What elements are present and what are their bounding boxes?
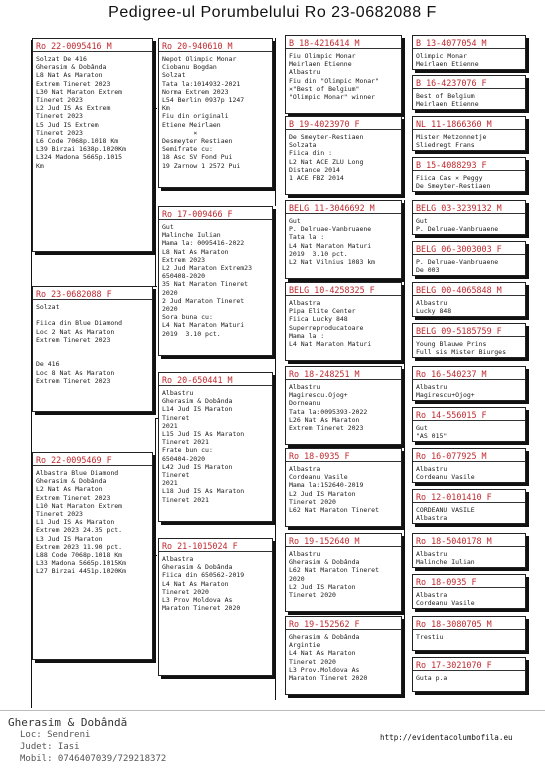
great-grandparent-card-11[interactable]	[412, 448, 526, 483]
ancestor-details: Albastra Pipa Elite Center Fiica Lucky 848 Superreproducatoare Mama la : L4 Nat Maraton Maturi	[289, 299, 372, 349]
subject-card[interactable]	[32, 286, 153, 412]
connector-line	[275, 232, 276, 392]
great-grandparent-card-16[interactable]	[412, 657, 526, 692]
great-grandparent-card-2[interactable]	[412, 75, 526, 110]
great-grandparent-card-3[interactable]	[412, 116, 526, 151]
ancestor-ring-number: BELG 11-3046692 M	[286, 201, 401, 214]
paternal-grandfather-details: Nepot Olimpic Monar Ciobanu Bogdan Solzat Tata la:1014932-2021 Norma Extrem 2023 L54 Berlin 0937p 1247 Km Fiu din originali Etiene Meirlaen × Desmeyter Restiaen Semifrate cu: 18 Asc SV Fond Pui 19 Zarnow 1 2572 Pui	[162, 55, 245, 170]
connector-line	[275, 388, 276, 548]
great-grandparent-details: Guta p.a	[416, 674, 448, 682]
paternal-grandfather-ring-number: Ro 20-940610 M	[159, 39, 272, 52]
paternal-grandmother-card[interactable]	[158, 206, 273, 356]
connector-line	[275, 38, 276, 206]
ancestor-ring-number: B 19-4023970 F	[286, 117, 401, 130]
maternal-grandfather-card[interactable]	[158, 372, 273, 522]
ancestor-card-mfm[interactable]	[285, 448, 402, 527]
ancestor-details: De Smeyter-Restiaen Solzata Fiica din : L2 Nat ACE ZLU Long Distance 2014 1 ACE FBZ 2014	[289, 133, 364, 183]
great-grandparent-details: Mister Metzonnetje Sliedregt Frans	[416, 133, 487, 150]
footer-divider	[0, 710, 545, 711]
great-grandparent-ring-number: Ro 14-556015 F	[413, 408, 525, 421]
great-grandparent-ring-number: Ro 16-077925 M	[413, 449, 525, 462]
maternal-grandmother-ring-number: Ro 21-1015024 F	[159, 539, 272, 552]
ancestor-details: Albastru Gherasim & Dobânda L62 Nat Maraton Tineret 2020 L2 Jud IS Maraton Tineret 2020	[289, 550, 380, 600]
great-grandparent-card-13[interactable]	[412, 533, 526, 568]
ancestor-details: Fiu Olimpic Monar Meirlaen Etienne Albastru Fiu din "Olimpic Monar" ×"Best of Belgium" "Olimpic Monar" winner	[289, 52, 380, 102]
great-grandparent-ring-number: Ro 12-0101410 F	[413, 490, 525, 503]
ancestor-ring-number: B 18-4216414 M	[286, 36, 401, 49]
ancestor-card-mff[interactable]	[285, 366, 402, 445]
website-link[interactable]: http://evidentacolumbofila.eu	[380, 733, 513, 742]
connector-line	[155, 108, 156, 286]
great-grandparent-card-8[interactable]	[412, 323, 526, 358]
great-grandparent-card-4[interactable]	[412, 157, 526, 192]
great-grandparent-ring-number: B 16-4237076 F	[413, 76, 525, 89]
father-details: Solzat De 416 Gherasim & Dobânda L8 Nat As Maraton Extrem Tineret 2023 L30 Nat Maraton Extrem Tineret 2023 L2 Jud IS As Extrem Tineret 2023 L5 Jud IS Extrem Tineret 2023 L6 Code 7068p.1018 Km L39 Birzai 1638p.1020Km L324 Madona 5665p.1015 Km	[36, 55, 127, 170]
great-grandparent-ring-number: BELG 03-3239132 M	[413, 201, 525, 214]
connector-line	[155, 418, 156, 556]
great-grandparent-details: Young Blauwe Prins Full sis Mister Biurges	[416, 340, 507, 357]
ancestor-ring-number: Ro 19-152562 F	[286, 617, 401, 630]
great-grandparent-card-6[interactable]	[412, 241, 526, 276]
paternal-grandmother-ring-number: Ro 17-009466 F	[159, 207, 272, 220]
paternal-grandfather-card[interactable]	[158, 38, 273, 188]
ancestor-card-mmf[interactable]	[285, 533, 402, 612]
ancestor-ring-number: BELG 10-4258325 F	[286, 283, 401, 296]
great-grandparent-details: Albastra Cordeanu Vasile	[416, 591, 475, 608]
great-grandparent-ring-number: Ro 18-5040178 M	[413, 534, 525, 547]
subject-details: Solzat Fiica din Blue Diamond Loc 2 Nat As Maraton Extrem Tineret 2023 De 416 Loc 8 Nat As Maraton Extrem Tineret 2023	[36, 303, 123, 385]
breeder-phone: Mobil: 0746407039/729218372	[20, 754, 167, 764]
paternal-grandmother-details: Gut Malinche Iulian Mama la: 0095416-2022 L8 Nat As Maraton Extrem 2023 L2 Jud Maraton Extrem23 650408-2020 35 Nat Maraton Tineret 2020 2 Jud Maraton Tineret 2020 Sora buna cu: L4 Nat Maraton Maturi 2019 3.10 pct.	[162, 223, 253, 338]
great-grandparent-details: Albastru Malinche Iulian	[416, 550, 475, 567]
great-grandparent-card-14[interactable]	[412, 574, 526, 609]
ancestor-ring-number: Ro 19-152640 M	[286, 534, 401, 547]
great-grandparent-ring-number: BELG 06-3003003 F	[413, 242, 525, 255]
connector-line	[153, 286, 157, 287]
mother-details: Albastra Blue Diamond Gherasim & Dobânda L2 Nat As Maraton Extrem Tineret 2023 L10 Nat Maraton Extrem Tineret 2023 L1 Jud IS As Maraton Extrem 2023 24.35 pct. L3 Jud IS Maraton Extrem 2023 11.90 pct. L88 Code 7068p.1018 Km L33 Madona 5665p.1015Km L27 Birzai 4451p.1020Km	[36, 469, 127, 576]
connector-line	[404, 40, 405, 148]
ancestor-card-ffm[interactable]	[285, 116, 402, 195]
great-grandparent-details: Trestiu	[416, 633, 444, 641]
great-grandparent-ring-number: Ro 18-3080705 M	[413, 617, 525, 630]
ancestor-details: Gherasim & Dobânda Argintie L4 Nat As Maraton Tineret 2020 L3 Prov.Moldova As Maraton Tineret 2020	[289, 633, 368, 683]
ancestor-ring-number: Ro 18-248251 M	[286, 367, 401, 380]
connector-line	[404, 200, 405, 320]
connector-line	[404, 530, 405, 680]
ancestor-card-fff[interactable]	[285, 35, 402, 114]
great-grandparent-details: Gut P. Delruae-Vanbruaene	[416, 217, 499, 234]
ancestor-card-mmm[interactable]	[285, 616, 402, 695]
great-grandparent-ring-number: Ro 16-540237 M	[413, 367, 525, 380]
great-grandparent-ring-number: B 15-4088293 F	[413, 158, 525, 171]
mother-card[interactable]	[32, 452, 153, 660]
great-grandparent-card-10[interactable]	[412, 407, 526, 442]
great-grandparent-card-15[interactable]	[412, 616, 526, 651]
connector-line	[404, 360, 405, 510]
ancestor-details: Gut P. Delruae-Vanbruaene Tata la : L4 Nat Maraton Maturi 2019 3.10 pct. L2 Nat Vilnius 1083 km	[289, 217, 376, 267]
page-title: Pedigree-ul Porumbelului Ro 23-0682088 F	[108, 4, 437, 21]
great-grandparent-details: Albastru Magirescu+Ojog+	[416, 383, 475, 400]
breeder-county: Judet: Iasi	[20, 742, 80, 752]
maternal-grandfather-details: Albastru Gherasim & Dobânda L14 Jud IS Maraton Tineret 2021 L15 Jud IS As Maraton Tineret 2021 Frate bun cu: 650404-2020 L42 Jud IS Maraton Tineret 2021 L18 Jud IS As Maraton Tineret 2021	[162, 389, 245, 504]
great-grandparent-card-5[interactable]	[412, 200, 526, 235]
great-grandparent-details: Gut "AS 015"	[416, 424, 448, 441]
maternal-grandmother-details: Albastra Gherasim & Dobânda Fiica din 650562-2019 L4 Nat As Maraton Tineret 2020 L3 Prov Moldova As Maraton Tineret 2020	[162, 555, 245, 613]
connector-line	[275, 560, 276, 700]
ancestor-card-fmf[interactable]	[285, 200, 402, 279]
great-grandparent-ring-number: Ro 17-3021070 F	[413, 658, 525, 671]
great-grandparent-details: Fiica Cas × Peggy De Smeyter-Restiaen	[416, 174, 491, 191]
maternal-grandmother-card[interactable]	[158, 538, 273, 676]
great-grandparent-card-12[interactable]	[412, 489, 526, 524]
ancestor-details: Albastru Magirescu.Ojog+ Dorneanu Tata la:0095393-2022 L26 Nat As Maraton Extrem Tineret 2023	[289, 383, 368, 433]
breeder-name: Gherasim & Dobândă	[8, 716, 128, 729]
ancestor-details: Albastra Cordeanu Vasile Mama la:152640-2019 L2 Jud IS Maraton Tineret 2020 L62 Nat Maraton Tineret	[289, 465, 380, 515]
great-grandparent-details: Albastru Cordeanu Vasile	[416, 465, 475, 482]
great-grandparent-card-1[interactable]	[412, 35, 526, 70]
great-grandparent-card-7[interactable]	[412, 282, 526, 317]
great-grandparent-ring-number: BELG 09-5185759 F	[413, 324, 525, 337]
great-grandparent-ring-number: B 13-4077054 M	[413, 36, 525, 49]
ancestor-card-fmm[interactable]	[285, 282, 402, 361]
ancestor-ring-number: Ro 18-0935 F	[286, 449, 401, 462]
mother-ring-number: Ro 22-0095469 F	[33, 453, 152, 466]
great-grandparent-details: Best of Belgium Meirlaen Etienne	[416, 92, 479, 109]
great-grandparent-ring-number: Ro 18-0935 F	[413, 575, 525, 588]
great-grandparent-card-9[interactable]	[412, 366, 526, 401]
great-grandparent-details: Olimpic Monar Meirlaen Etienne	[416, 52, 479, 69]
father-ring-number: Ro 22-0095416 M	[33, 39, 152, 52]
father-card[interactable]	[32, 38, 153, 252]
great-grandparent-details: P. Delruae-Vanbruaene De 003	[416, 258, 499, 275]
great-grandparent-ring-number: NL 11-1866360 M	[413, 117, 525, 130]
great-grandparent-ring-number: BELG 00-4065848 M	[413, 283, 525, 296]
great-grandparent-details: CORDEANU VASILE Albastra	[416, 506, 475, 523]
subject-ring-number: Ro 23-0682088 F	[33, 287, 152, 300]
breeder-location: Loc: Sendreni	[20, 730, 91, 740]
maternal-grandfather-ring-number: Ro 20-650441 M	[159, 373, 272, 386]
great-grandparent-details: Albastru Lucky 848	[416, 299, 452, 316]
